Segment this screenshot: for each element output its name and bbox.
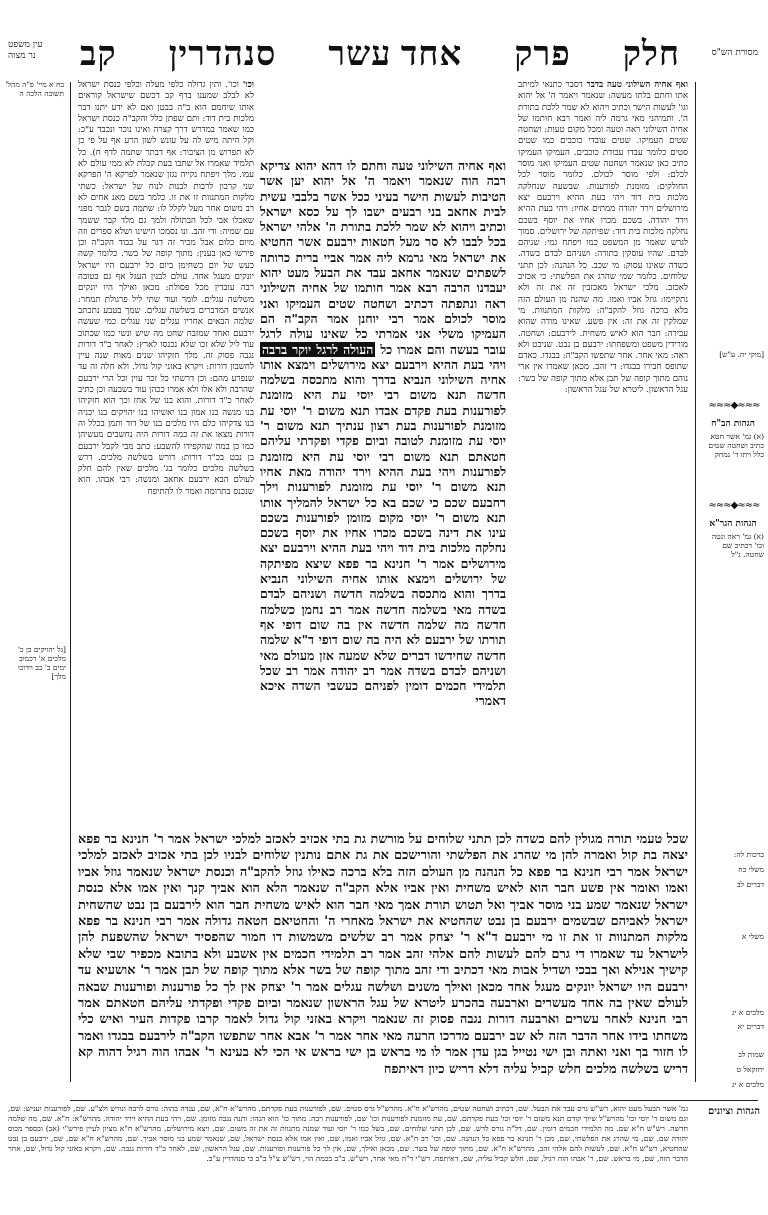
header-perek: פרק <box>514 36 571 73</box>
gemara-text-part-1: ואף אחיה השילוני טעה וחתם לו דהא יהוא צדיקא רבה הוה שנאמר ויאמר ה' אל יהוא יען אשר הטיבות לעשות הישר בעיני ככל אשר בלבבי עשית לבית אחאב בני רבעים ישבו לך על כסא ישראל וכתיב ויהוא לא שמר ללכת בתורת ה' אלהי ישראל בכל לבבו לא סר מעל חטאות ירבעם אשר החטיא את ישראל מאי גרמא ליה אמר אביי ברית כרותה לשפתים שנאמר אחאב עבד את הבעל מעט יהוא יעבדנו הרבה רבא אמר חותמו של אחיה השילוני ראה ונתפתה דכתיב ושחטה שטים העמיקו ואני מוסר לכולם אמר רבי יוחנן אמר הקב"ה הם העמיקו משלי אני אמרתי כל שאינו עולה לרגל עובר בעשה והם אמרו כל <box>260 158 506 357</box>
column-divider <box>695 82 696 1082</box>
masoret-ref-5: משלי א <box>741 932 764 941</box>
ornament-divider: ≈≈≈◆≈≈≈ <box>708 400 760 411</box>
masoret-ref-2: ברכות לה: <box>733 850 764 859</box>
tosafot-heading: וכו' <box>242 80 254 90</box>
masoret-hashas-label: מסורת הש"ס <box>711 48 758 58</box>
rashi-heading: ואף אחיה השילוני טעה בדבר <box>586 80 688 90</box>
ornament-divider: ≈≈≈◆≈≈≈ <box>708 500 760 511</box>
ein-mishpat-label: עין משפט נר מצוה <box>8 40 43 61</box>
masoret-ref-9: יחזקאל ט <box>736 1065 764 1074</box>
ein-mishpat-entry-2: [גל יהויקים בן כ' מלכים א' דכמוב ימים ב' כב וידוכו מלך] <box>17 645 66 681</box>
notes-divider <box>70 1100 758 1101</box>
haggahot-gra-text: (א) גמ' ראה ונטה וכו' דכתיב שם שחטה. ג"ל <box>711 532 764 559</box>
haggahot-gra-title: הגהות הגר"א <box>709 519 757 529</box>
tosafot-commentary <box>78 80 254 830</box>
masoret-ref-6: מלכים א יג <box>732 1008 764 1017</box>
column-divider <box>70 82 71 1082</box>
rashi-commentary <box>518 80 688 825</box>
masoret-ref-4: דברים לב <box>736 880 764 889</box>
rashi-body: דסבר כתנאי למיתב אתו וחתם בלתו מעשה: שנאמר ויאמר ה' אל יהוא וגו' לעשות הישר וכתיב ויהוא לא שמר ללכת בתורת ה'. ותמיהני מאי גרמה ליה ואמר רבא חותמו של אחיה השילוני ראה וטעה ומכל מקום טעות: ושחטה שטים העמיקו. שטים עובדי כוכבים כמו שטים סטים כלומר עבדו עבודת כוכבים. העמיקו העמיקו כתיב כאן שנאמר ושחטה שטים העמיקו ואני מוסר לכלם: ולפי מוסר לכולם. כלומר מוסר לכל החולקים: מזומנת לפורענות. שבשעה שנחלקה מלכות בית דוד ויהי בעת ההיא וירבעם יצא מירושלים וירד יהודה ממתים אחיו: ויהי בעת ההיא וירד יהודה. בשכם מכרו אחיו את יוסף בשכם נחלקה מלכות בית דוד: שפיתקה של ירושלים. סמוך לגרש שאמר מן המשפט כמו ויפתח גמי: שניהם לבדם. שהיו עוסקין בתורה: ושניהם לבדם בשדה. כשדה שאינו עסוק: מי שכב. כל הנהנה: לכן תתני שלוחים. כלומר שמי שהרג את הפלשתי: כי אכזיב לאכזב. מלכי ישראל מאכזבין זה את זה ולא נתקיימו: גוזל אביו ואמו. מה שהנה מן העולם הזה בלא ברכה גוזל להקב"ה: מלקות המתנוות. מי שמלקין זה את זה: אין פשע. שאינו מודה שהוא עבירה: חבר הוא לאיש משחית. לירבעם: ושחטה. מורידין משפט ומשפחתו: ירבעם בן נבט. שניבט ולא ראה: מאי אחר. אחר שתפשו הקב"ה: בבגדו. כאדם שתופס חבירו בבגדו: די זהב. מכאן שאמרו אין ארי נוהם מתוך קופה של תבן אלא מתוך קופה של בשר: עגל הראשון. ליטרא של עגל הראשון: <box>518 80 688 396</box>
masoret-ref-1: [מוקי יח. ע"ש] <box>719 350 764 359</box>
masoret-ref-7: דברים יא <box>737 1022 764 1031</box>
page-header <box>80 30 680 80</box>
gemara-main-text <box>260 158 506 818</box>
notes-label: הגהות וציונים <box>707 1106 760 1117</box>
header-chelek: חלק <box>622 36 680 73</box>
gemara-highlighted-phrase[interactable]: העולה לרגל יוקר ברבה <box>262 341 374 357</box>
masoret-column <box>698 80 764 1089</box>
header-daf-number: קב <box>80 36 117 73</box>
haggahot-bach-text: (א) גמ' אשר חטא כתיב ושחטה שטים כלל ויתו ד' נמחק <box>708 432 764 459</box>
header-tractate: סנהדרין <box>168 36 277 73</box>
haggahot-bach-title: הגהות הב"ח <box>711 419 755 429</box>
gemara-full-width-text: שכל טעמי תורה מגולין להם כשדה לכן תתני שלוחים על מורשת גת בתי אכזיב לאכזב למלכי ישראל אמר ר' חנינא בר פפא יצאה בת קול ואמרה להן מי שהרג את הפלשתי והורישכם את גת אתם נותנין שלוחים לבניו לכן בתי אכזיב לאכזב למלכי ישראל אמר רבי חנינא בר פפא כל הנהנה מן העולם הזה בלא ברכה כאילו גוזל להקב"ה וכנסת ישראל שנאמר גוזל אביו ואמו ואומר אין פשע חבר הוא לאיש משחית ואין אביו אלא הקב"ה שנאמר הלא הוא אביך קנך ואין אמו אלא כנסת ישראל שנאמר שמע בני מוסר אביך ואל תטוש תורת אמך מאי חבר הוא לאיש משחית חבר הוא לירבעם בן נבט שהשחית ישראל לאביהם שבשמים ירבעם בן נבט שהחטיא את ישראל מאחרי ה' והחטיאם חטאה גדולה אמר רבי חנינא בר פפא מלקות המתנוות זו את זו מי ירבעם ד"א ר' יצחק אמר רב שלשים משמשות דו חמור שהפסיד ישראל שהשפעת להן לישראל עד שאמרו די גרם להם לעשות להם אלהי זהב אמר רב תלמידי חכמים אין אשבע ולא בתובא מכפיר שבי שלא קישיך אנילא ואך בבכי ושדיל אבות מאי דכתיב ודי זהב מתוך קופה של בשר אלא מתוך קופה של תבן אמר ר' אושעיא עד ירבעם היו ישראל יונקים מעגל אחד מכאן ואילך משנים ושלשה עגלים אמר ר' יצחק אין לך כל פורענות ופורענות שבאה לעולם שאין בה אחד מעשרים וארבעה בהכרע ליטרא של עגל הראשון שנאמר וביום פקדי ופקדתי עליהם חטאתם אמר רבי חנינא לאחר עשרים וארבעה דורות נגבה פסוק זה שנאמר ויקרא באזני קול גדול לאמר קרבו פקדות העיר ואיש כלי משחתו בידו אחר הדבר הזה לא שב ירבעם מדרכו הרעה מאי אחר אמר ר' אבא אחר שתפשו הקב"ה לירבעם בבגדו ואמר לו חזור בך ואני ואתה ובן ישי נטייל בגן עדן אמר לו מי בראש בן ישי בראש אי הכי לא בעינא ר' אבהו הוה רגיל דהוה קא דריש בשלשה מלכים חלש קביל עליה דלא דריש כיון דאיתפח <box>78 832 688 1077</box>
masoret-ref-10: מלכים א יג <box>732 1080 764 1089</box>
header-chapter-number: אחד עשר <box>328 36 463 73</box>
gemara-text-part-2: ויהי בעת ההיא וירבעם יצא מירושלים וימצא אותו אחיה השילוני הנביא בדרך והוא מתכסה בשלמה חדשה תנא משום רבי יוסי עת היא מזומנת לפורענות בעת פקדם אבדו תנא משום ר' יוסי עת מזומנת לפורענות בעת רצון ענתיך תנא משום ר' יוסי עת מזומנת לטובה וביום פקדי ופקדתי עליהם חטאתם תנא משום רבי יוסי עת היא מזומנת לפורענות ויהי בעת ההיא וירד יהודה מאת אחיו תנא משום ר' יוסי עת מזומנת לפורענות וילך רחבעם שכם כי שכם בא כל ישראל להמליך אותו תנא משום ר' יוסי מקום מזומן לפורענות בשכם עינו את דינה בשכם מכרו אחיו את יוסף בשכם נחלקה מלכות בית דוד ויהי בעת ההיא וירבעם יצא מירושלים אמר ר' חנינא בר פפא שיצא מפיתקה של ירושלים וימצא אותו אחיה השילוני הנביא בדרך והוא מתכסה בשלמה חדשה ושניהם לבדם בשדה מאי בשלמה חדשה אמר רב נחמן כשלמה חדשה מה שלמה חדשה אין בה שום דופי אף תורתו של ירבעם לא היה בה שום דופי ד"א שלמה חדשה שחידשו דברים שלא שמעה אזן מעולם מאי ושניהם לבדם בשדה אמר רב יהודה אמר רב שכל תלמידי חכמים דומין לפניהם כעשבי השדה איכא דאמרי <box>260 356 506 709</box>
ein-mishpat-column <box>4 80 68 1080</box>
tosafot-body: וכו'. ותין גדולה כלפי מעלה וכלפי כנסת ישראל לא לבלב שמענו בדף קב דכשם שישראל קוראים אותו שיחמם הוא ב"ה בבטן ואם לא ידע יתנו דבר מלכות בית דוד: ותם שפתן כלל והקב"ה כנסת ישראל כמו שאמר במדרש דרך קצרה ואינו נוכר ונכבד ע"כ: וקל היתה מיש לה על עונש לשון הרע אף על פי כן לא תפרוש מן הציבור: אף דבתר שתמה לדף ח). כל תלמיד שאמרו אל שתבו בעת קבלת לא ממי עולם לא עמו. מלך ויפתח נקייה נגזן שנאמר לפרקא ה' הפרקא שני קרבון לרבות לבנות לנוח של ישראל: כשתי מלקות המתנוות זו את זו. כלמר בשם מאנ אחים לא רב משום אחר מעל לקלל לו: שתמה בשם לגבר מפני שאכלו אבי לכל הבתולה ולמך גם מלד קבר ששמך עם שמיה: ודי זהב. ונו נסמכו הישינו ושלא ספרים וזה מיום כלום אבל מכיר זה דגר על כבוד הקב"ה וכן פירשו כאן בענין: מתוך קופה של בשר. כלומר קשה כעש של יום כשחימן ביום כל ירבעם היו ישראל יונקים מעגל אחד. עולם לבנין העגל אף גם בטובה רבה עובדין מכל פסולת: מכאן ואילך היו יונקים משלשה עגלים. לומר ועוד שתי ליל פרגולת תמחר: אנשים המדברים בשלשה עגלים. שמך בטבע נתכתב שלמה הבאים אחריו עגלים שני עגלים כמי שעשה ירבעם ואחד שמזבח שחט מה שיש ונשי כמו שכתוב עוד ליל שלא זכו שלא נכנסו לארץ: לאחר כ"ד דורות נגבה פסוק זה. מלך חזקיהו שנים מאות שנה עיין לחשבון דורות: ויקרא באזני קול גדול. ולא חלה זה עד שנפרע מהם: וכן דרשתי כל זכר עוין וכל הרי ירבעם שהרבה ולא אלו ולא אמרו ככהן עוד בשבעה וכן כתיב לאחר כ"ד דורות. והוא בנו של אחז וכך הוא חזקיהו בנו מנשה בנו אמון בנו יאשיהו בנו יהויקים בנו יכניה בנו צדקיהו כלם היו מלכים בנו של דוד ותמן בכלל וה דורות מצאו את זה כמה דורות היה נחשבים מעשיהן כמו כן במה שהקפידו להשבע: כתב מבי לקבל ירבעם בן נבט בכ"ד דורות: דורש בשלשה מלכים. דרש בשלשה מלכים כלומר בג' מלכים שאין להם חלק לעולם הבא ירבעם אחאב ומנשה: רבי אבהו. הוא שנכנס בתרומה ואמר לו להתיפח <box>78 80 254 497</box>
ein-mishpat-entry-1: בח א מיי' פ"ה מהל' תשובה הלכה ה <box>5 80 64 98</box>
notes-text: גמ' אשר הבעל מעט יהוא, רש"ש גרס עבד את הבעל. שם, דכתיב ושחטה שטים, מהרש"א ח"א. מהרש"ל גרס סטים. שם, לפורענות בעת פקדתם, מהרש"א ח"א, שם, ענדה בהוה: גורס לרבה ונורש ולצ"ע. שם, לפורענות ועניש: שם, וגם משום ר' יוסי וכו' מהרש"ל שיוך קודם תנא משום ר' יוסי וכו' בעת פקדתם. שם, עת מזומנת לפורענות וכו' שם, לפורענות רבה. מתוך כו' הוא הנהו: ותנה נגבה מזומן. שם, ויהי בעת ההיא וירד יהודה. מהרש"א: ח"א. שם, מה שלמה חדשה. רש"ש ח"א שם. מה תלמידי חכמים דומין. שם, דל"ה גורס לדש. שם, לכן תתני שלוחים. שם, בשל כמו ר' יוסי ועוד שמנה מתנוות זה את זה משום. שם, ויצא מירושלים, מהרש"א ח"א מציון לעיין פירש"י (אב) ובספר מכוס יהודה שם. שם, מי שהרג את הפלשתי, שם, מכן ר' חנינא בר פפא כל הנהנה. שם, וכו' רב ח"א. שם, גוזל אביו ואמו, שם, ואין אמו אלא כנסת ישראל, שם, שנאמר שמע בני מוסר אביך. שם, מהרש"א ח"א שם, שם, ירבעם בן נבט שהחטיא, רש"ש ח"א. שם, לעשות להם אלהי זהב, מהרש"א ח"א. שם, מתוך קופה של בשר. שם, מכאן ואילך, שם, אין לך כל פורענות ופורענות. שם, עגל הראשון, שם, לאחר כ"ד דורות נגבה. שם, ויקרא באזני קול גדול, שם, אחר הדבר הזה, שם, מי בראש. שם, ר' אבהו הוה רגיל, שם, חלש קביל עליה, שם, דאיתפח. רש"י ד"ה מאי אחר, רש"ש. ב"ב בכמה הוי, רש"ש צ"ל ב"ב כי סנהדרין ע"ב. <box>8 1104 688 1163</box>
masoret-ref-3: משלי כח <box>738 865 764 874</box>
masoret-ref-8: שמות לב <box>738 1050 764 1059</box>
